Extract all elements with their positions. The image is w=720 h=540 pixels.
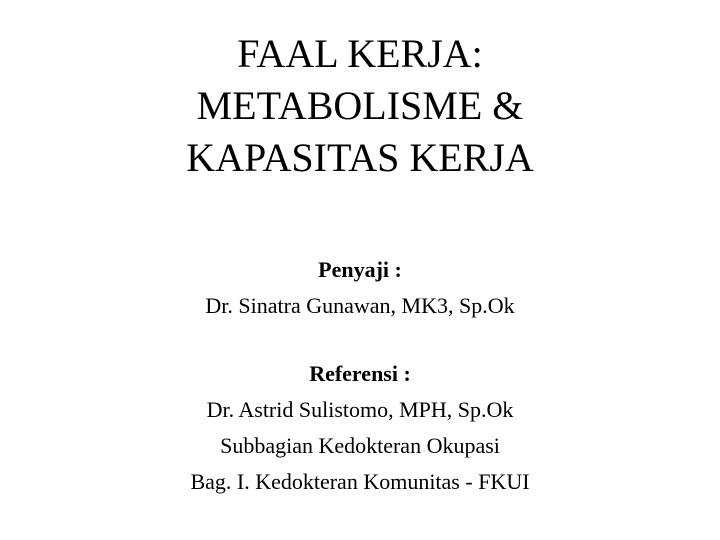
reference-line-3: Bag. I. Kedokteran Komunitas - FKUI xyxy=(190,469,530,494)
reference-line-2: Subbagian Kedokteran Okupasi xyxy=(220,433,500,458)
section-spacer xyxy=(60,324,660,356)
presenter-name: Dr. Sinatra Gunawan, MK3, Sp.Ok xyxy=(205,293,515,318)
title-line-3: KAPASITAS KERJA xyxy=(186,135,534,180)
slide-body xyxy=(60,252,660,500)
presenter-label: Penyaji : xyxy=(318,257,402,282)
title-line-1: FAAL KERJA: xyxy=(237,31,483,76)
title-line-2: METABOLISME & xyxy=(196,83,524,128)
reference-line-1: Dr. Astrid Sulistomo, MPH, Sp.Ok xyxy=(206,397,514,422)
reference-label: Referensi : xyxy=(309,361,411,386)
slide-title xyxy=(60,28,660,184)
